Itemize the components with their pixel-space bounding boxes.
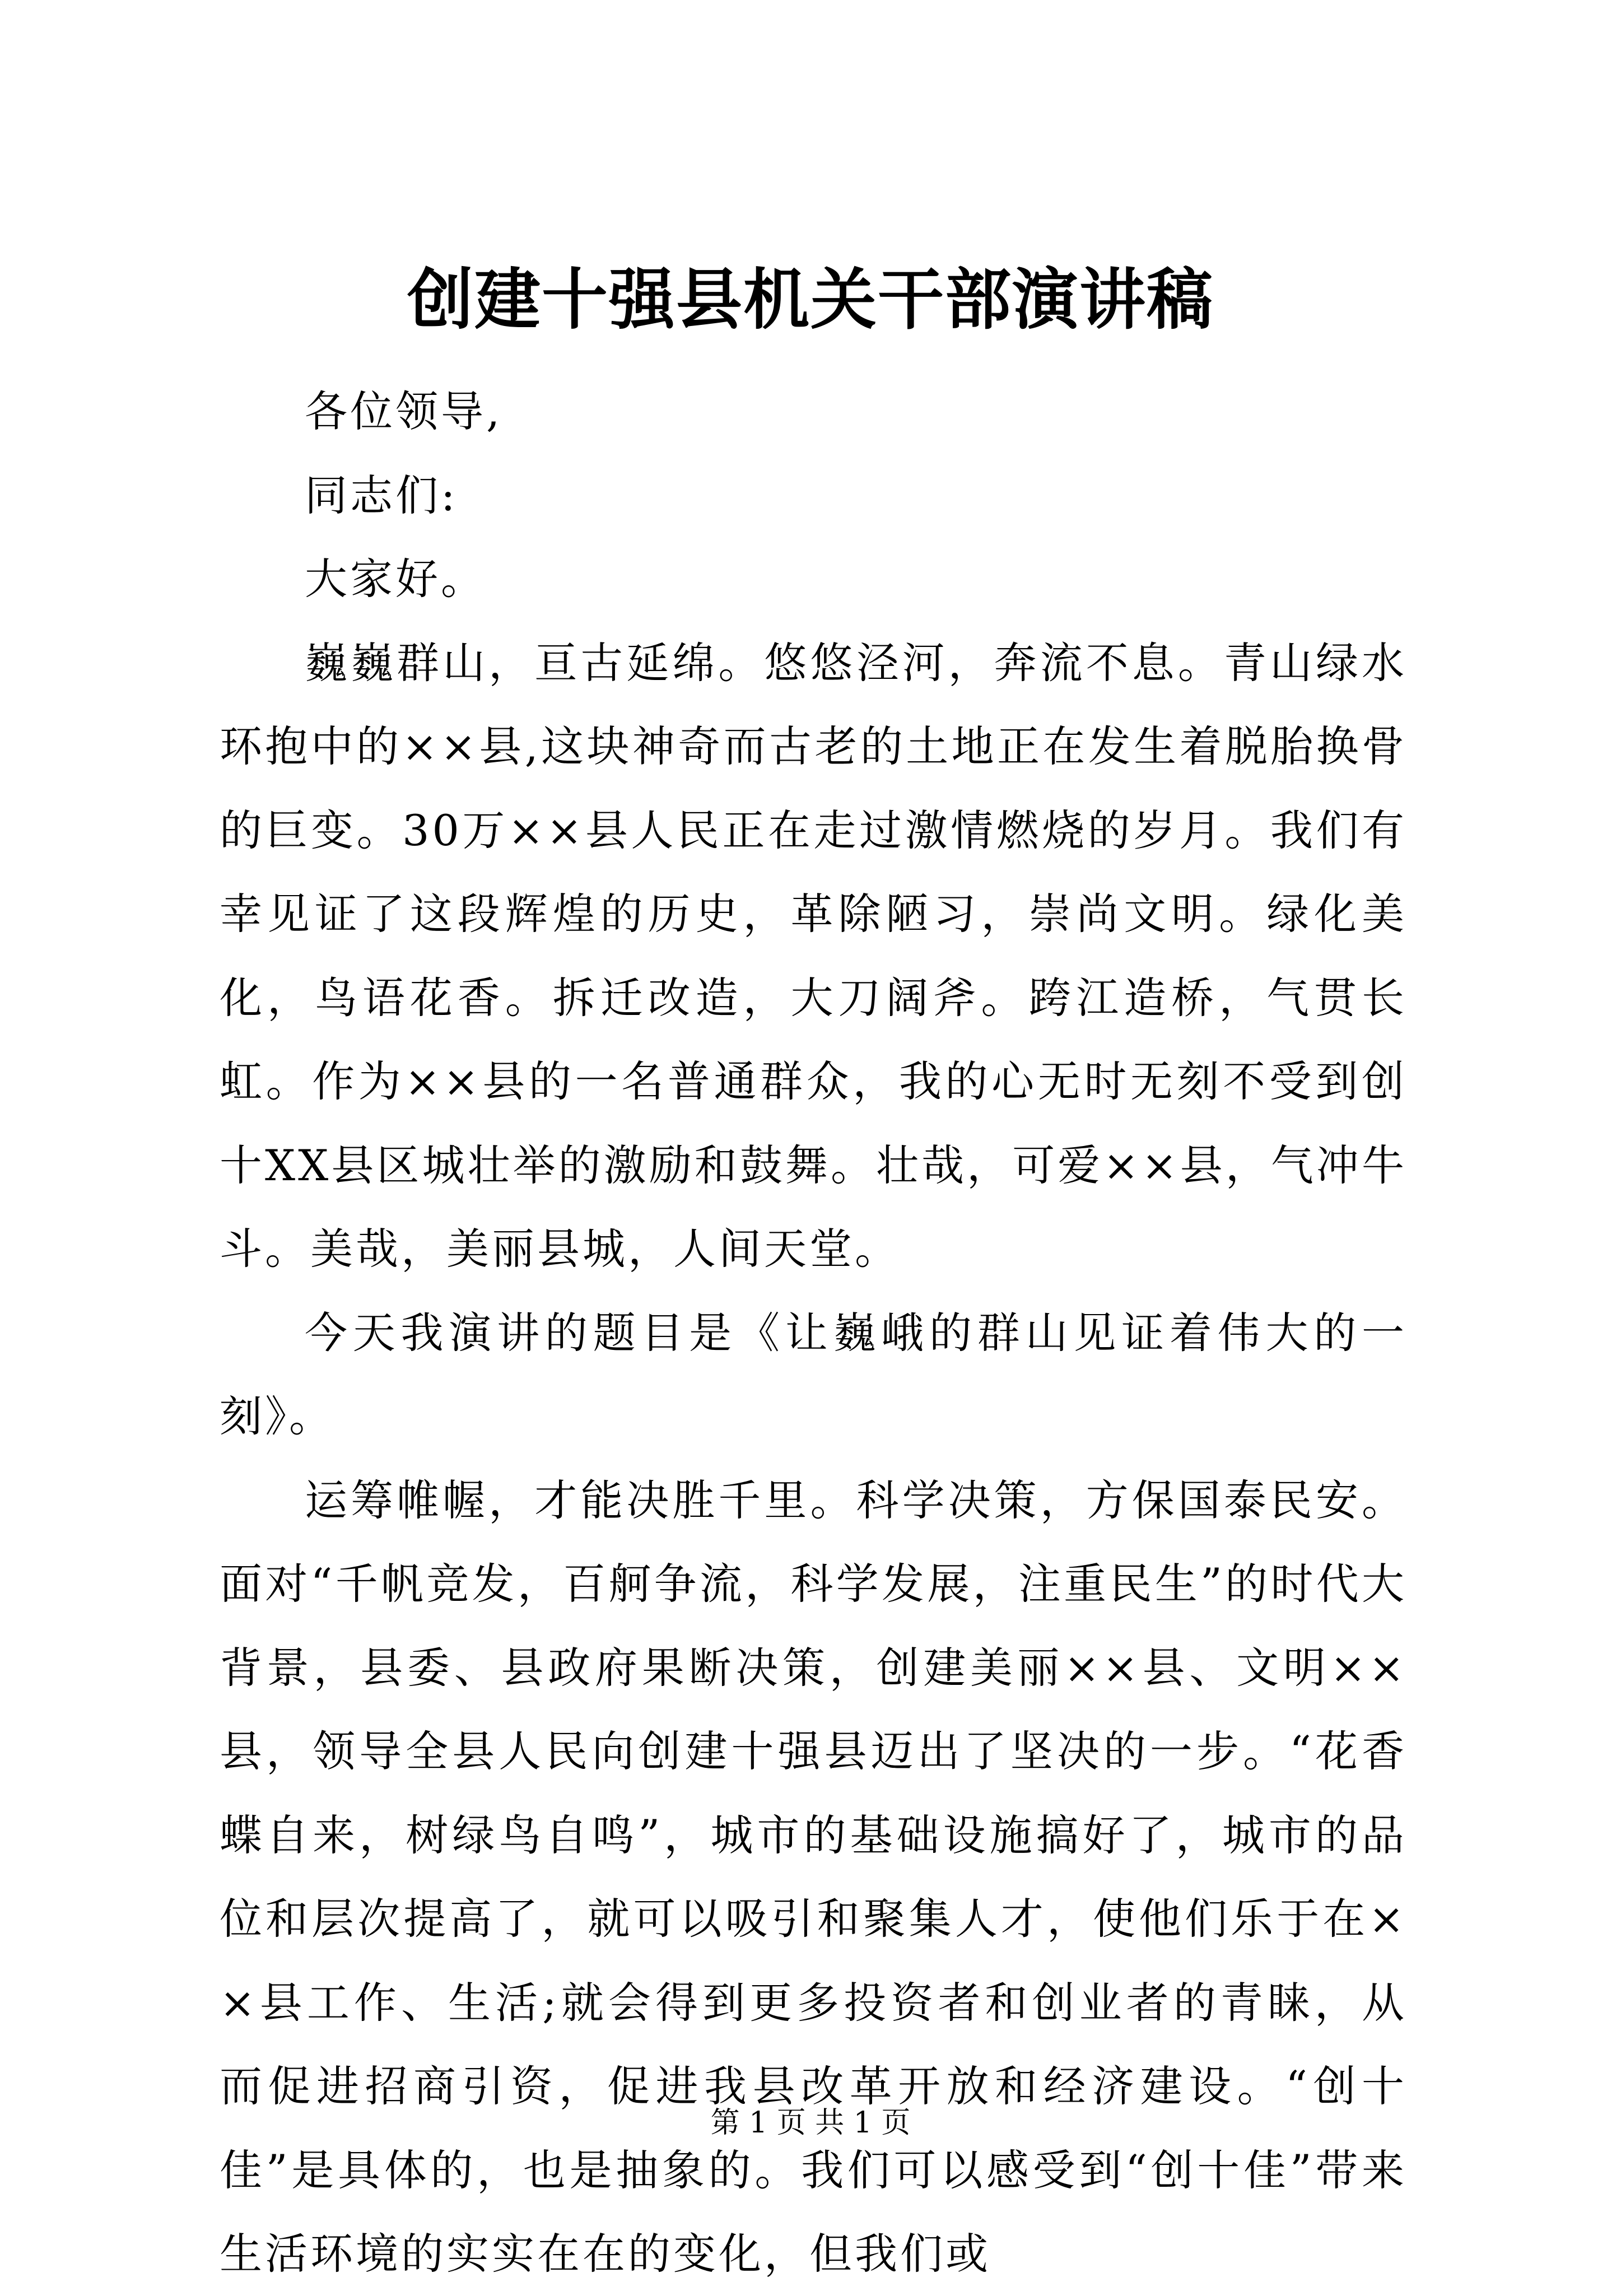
speech-topic-paragraph: 今天我演讲的题目是《让巍峨的群山见证着伟大的一刻》。 <box>220 1307 1407 1441</box>
body-paragraph: 巍巍群山，亘古延绵。悠悠泾河，奔流不息。青山绿水环抱中的××县,这块神奇而古老的土地正在发生着脱胎换骨的巨变。30万××县人民正在走过激情燃烧的岁月。我们有幸见证了这段辉煌的历史，革除陋习，崇尚文明。绿化美化，鸟语花香。拆迁改造，大刀阔斧。跨江造桥，气贯长虹。作为××县的一名普通群众，我的心无时无刻不受到创十XX县区城壮举的激励和鼓舞。壮哉，可爱××县，气冲牛斗。美哉，美丽县城，人间天堂。 <box>220 637 1407 1274</box>
document-title: 创建十强县机关干部演讲稿 <box>407 260 1214 338</box>
body-paragraph: 运筹帷幄，才能决胜千里。科学决策，方保国泰民安。面对“千帆竞发，百舸争流，科学发展，注重民生”的时代大背景，县委、县政府果断决策，创建美丽××县、文明××县，领导全县人民向创建十强县迈出了坚决的一步。“花香蝶自来，树绿鸟自鸣”，城市的基础设施搞好了，城市的品位和层次提高了，就可以吸引和聚集人才，使他们乐于在××县工作、生活;就会得到更多投资者和创业者的青睐，从而促进招商引资，促进我县改革开放和经济建设。“创十佳”是具体的，也是抽象的。我们可以感受到“创十佳”带来生活环境的实实在在的变化，但我们或 <box>220 1475 1407 2279</box>
greeting: 大家好。 <box>305 554 486 604</box>
page-number-footer: 第 1 页 共 1 页 <box>710 2106 911 2140</box>
salutation-leaders: 各位领导, <box>305 386 503 436</box>
salutation-comrades: 同志们: <box>305 470 458 520</box>
document-body <box>220 370 1407 2296</box>
